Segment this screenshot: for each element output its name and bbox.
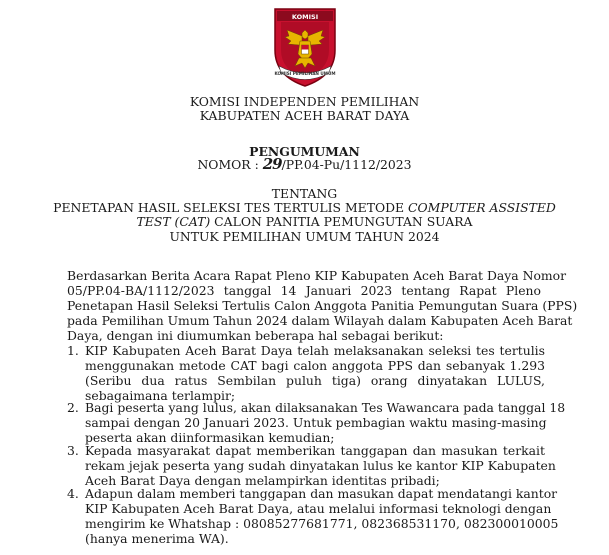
subject-line-1: PENETAPAN HASIL SELEKSI TES TERTULIS METODE COMPUTER ASSISTED [53,200,556,215]
list-item-number: 3. [67,443,79,458]
number-suffix: /PP.04-Pu/1112/2023 [281,157,412,172]
list-item-number: 4. [67,486,79,501]
intro-line: Penetapan Hasil Seleksi Tertulis Calon Anggota Panitia Pemungutan Suara (PPS) [67,298,578,313]
subject-line-3: UNTUK PEMILIHAN UMUM TAHUN 2024 [169,229,440,244]
intro-line: Daya, dengan ini diumumkan beberapa hal sebagai berikut: [67,328,444,343]
subject-label: TENTANG [271,186,338,201]
announcement-number [0,157,609,172]
number-prefix: NOMOR : [197,157,259,172]
regency-name: KABUPATEN ACEH BARAT DAYA [199,108,410,123]
handwritten-number: 29 [262,155,282,173]
emblem-ribbon-text: KOMISI PEMILIHAN UMUM [274,71,336,76]
intro-paragraph [67,268,578,343]
intro-line: Berdasarkan Berita Acara Rapat Pleno KIP Kabupaten Aceh Barat Daya Nomor [67,268,567,283]
announcement-title: PENGUMUMAN [249,144,360,159]
intro-line: pada Pemilihan Umum Tahun 2024 dalam Wilayah dalam Kabupaten Aceh Barat [67,313,573,328]
institution-name: KOMISI INDEPENDEN PEMILIHAN [189,94,420,109]
list-item-number: 1. [67,343,79,358]
emblem-top-text: KOMISI [291,13,319,21]
subject-line-2: TEST (CAT) CALON PANITIA PEMUNGUTAN SUARA [136,214,473,229]
list-item-number: 2. [67,400,79,415]
kip-emblem-logo [269,6,341,88]
intro-line: 05/PP.04-BA/1112/2023 tanggal 14 Januari 2023 tentang Rapat Pleno [67,283,541,298]
